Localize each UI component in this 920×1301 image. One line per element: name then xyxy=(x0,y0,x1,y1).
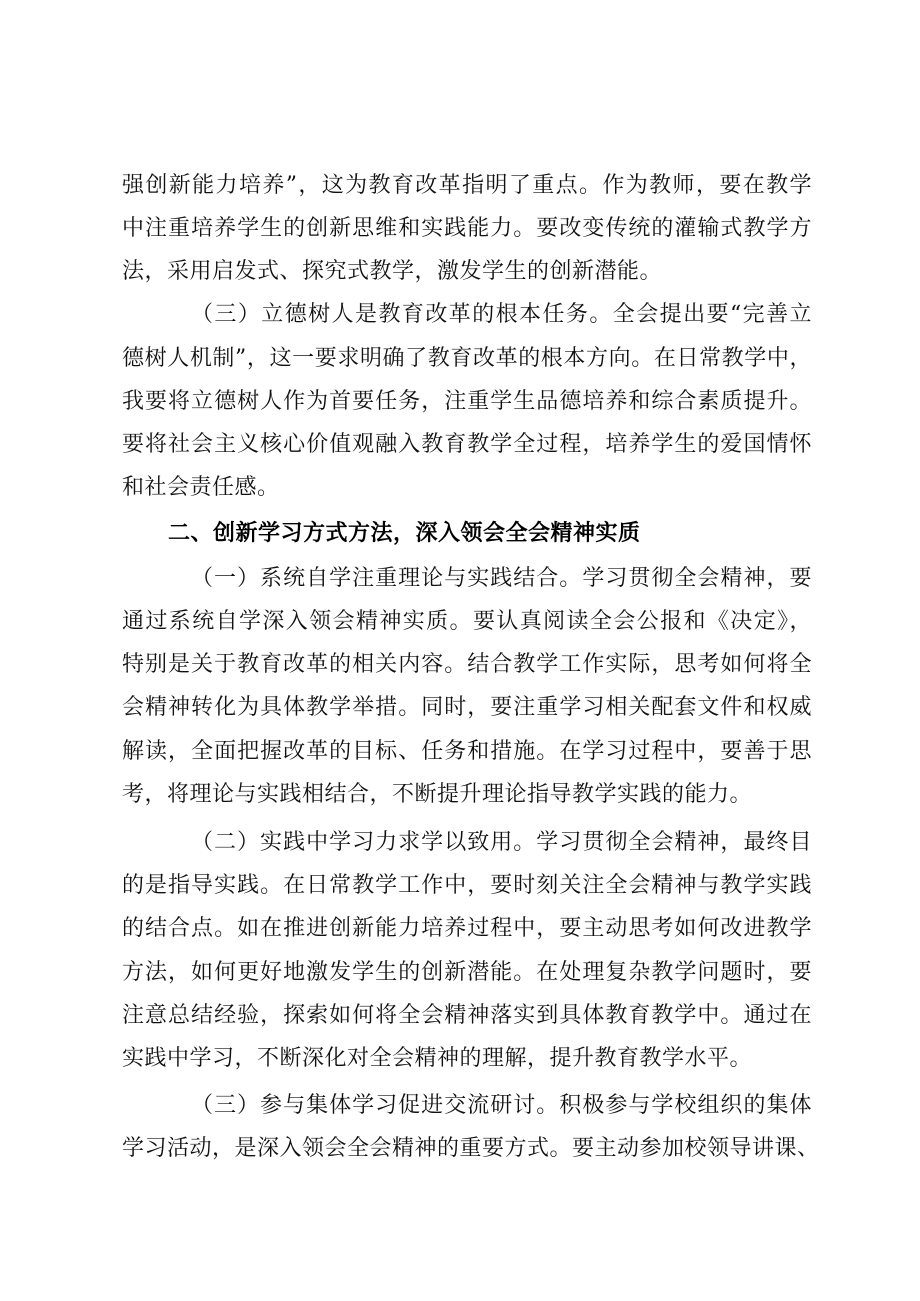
body-line: 考，将理论与实践相结合，不断提升理论指导教学实践的能力。 xyxy=(122,782,753,807)
body-line: 会精神转化为具体教学举措。同时，要注重学习相关配套文件和权威 xyxy=(122,695,812,720)
section-paragraph-start: （三）参与集体学习促进交流研讨。积极参与学校组织的集体 xyxy=(191,1093,812,1118)
body-line: 要将社会主义核心价值观融入教育教学全过程，培养学生的爱国情怀 xyxy=(122,432,812,457)
body-line: 解读，全面把握改革的目标、任务和措施。在学习过程中，要善于思 xyxy=(122,739,812,764)
body-line: 通过系统自学深入领会精神实质。要认真阅读全会公报和《决定》， xyxy=(122,609,812,634)
body-line: 我要将立德树人作为首要任务，注重学生品德培养和综合素质提升。 xyxy=(122,389,812,414)
body-line: 中注重培养学生的创新思维和实践能力。要改变传统的灌输式教学方 xyxy=(122,216,812,241)
body-line: 特别是关于教育改革的相关内容。结合教学工作实际，思考如何将全 xyxy=(122,652,812,677)
body-line: 的是指导实践。在日常教学工作中，要时刻关注全会精神与教学实践 xyxy=(122,873,812,898)
section-paragraph-start: （二）实践中学习力求学以致用。学习贯彻全会精神，最终目 xyxy=(191,830,812,855)
body-line: 德树人机制”，这一要求明确了教育改革的根本方向。在日常教学中， xyxy=(122,346,812,371)
body-line: 法，采用启发式、探究式教学，激发学生的创新潜能。 xyxy=(122,259,663,284)
body-line: 注意总结经验，探索如何将全会精神落实到具体教育教学中。通过在 xyxy=(122,1003,812,1028)
body-line: 的结合点。如在推进创新能力培养过程中，要主动思考如何改进教学 xyxy=(122,916,812,941)
section-paragraph-start: （一）系统自学注重理论与实践结合。学习贯彻全会精神，要 xyxy=(191,566,812,591)
body-line: 和社会责任感。 xyxy=(122,475,280,500)
section-heading: 二、创新学习方式方法，深入领会全会精神实质 xyxy=(168,521,641,546)
body-line: 实践中学习，不断深化对全会精神的理解，提升教育教学水平。 xyxy=(122,1046,753,1071)
body-line: 强创新能力培养”，这为教育改革指明了重点。作为教师，要在教学 xyxy=(122,173,812,198)
body-line: 学习活动，是深入领会全会精神的重要方式。要主动参加校领导讲课、 xyxy=(122,1136,820,1161)
body-line: 方法，如何更好地激发学生的创新潜能。在处理复杂教学问题时，要 xyxy=(122,960,812,985)
section-paragraph-start: （三）立德树人是教育改革的根本任务。全会提出要“完善立 xyxy=(191,302,812,327)
